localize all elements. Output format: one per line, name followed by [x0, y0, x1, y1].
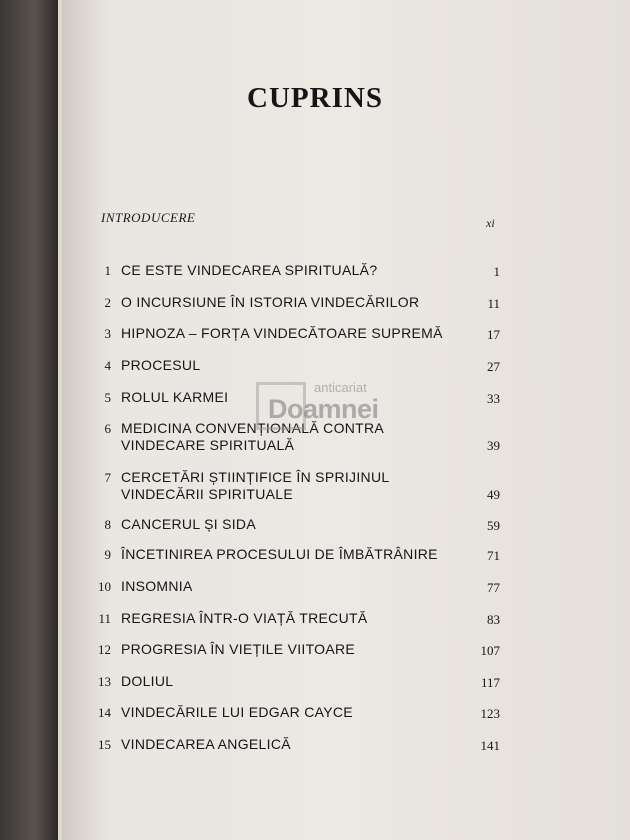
- toc-entry-number: 11: [98, 611, 111, 626]
- toc-entry: [95, 578, 515, 596]
- toc-entry-title: PROCESUL: [121, 357, 201, 373]
- toc-entry-number: 12: [98, 642, 111, 657]
- toc-entry-page: 77: [487, 580, 500, 595]
- toc-entry-page: 141: [480, 738, 500, 753]
- toc-entry: [95, 610, 515, 628]
- toc-entry-number: 3: [104, 326, 111, 341]
- toc-intro-page: xi: [486, 216, 495, 230]
- toc-entry: [95, 294, 515, 312]
- toc-entry-title: O INCURSIUNE ÎN ISTORIA VINDECĂRILOR: [121, 294, 420, 310]
- toc-entry-title: INSOMNIA: [121, 578, 193, 594]
- toc-entry-page: 39: [487, 438, 500, 453]
- page-title: CUPRINS: [247, 82, 383, 114]
- toc-entry-title: REGRESIA ÎNTR-O VIAȚĂ TRECUTĂ: [121, 610, 368, 626]
- toc-entry: [95, 469, 515, 505]
- toc-entry-title: CANCERUL ȘI SIDA: [121, 516, 256, 532]
- toc-entry: [95, 704, 515, 722]
- toc-entry: [95, 673, 515, 691]
- watermark-big-text: Doamnei: [268, 394, 379, 424]
- toc-entry: [95, 516, 515, 534]
- toc-entry-number: 14: [98, 705, 111, 720]
- toc-entry-number: 7: [104, 470, 111, 485]
- toc-entry-number: 15: [98, 737, 111, 752]
- book-spine: [0, 0, 58, 840]
- toc-entry-page: 27: [487, 359, 500, 374]
- toc-intro-label: INTRODUCERE: [101, 210, 196, 225]
- toc-entry-page: 1: [493, 264, 500, 279]
- toc-entry: [95, 641, 515, 659]
- toc-entry-page: 33: [487, 391, 500, 406]
- toc-entry-number: 1: [104, 263, 111, 278]
- toc-entry-number: 10: [98, 579, 111, 594]
- toc-entry-page: 49: [487, 487, 500, 502]
- toc-entry-title: VINDECAREA ANGELICĂ: [121, 736, 291, 752]
- toc-entry-title: DOLIUL: [121, 673, 174, 689]
- toc-entry-number: 13: [98, 674, 111, 689]
- toc-entry-number: 6: [104, 421, 111, 436]
- toc-entry: [95, 262, 515, 280]
- toc-entry-title: PROGRESIA ÎN VIEȚILE VIITOARE: [121, 641, 356, 657]
- toc-entry-title: CE ESTE VINDECAREA SPIRITUALĂ?: [121, 262, 378, 278]
- toc-entry-number: 8: [104, 517, 111, 532]
- toc-entry-title: MEDICINA CONVENȚIONALĂ CONTRA VINDECARE SPIRITUALĂ: [121, 420, 384, 453]
- toc-entry: [95, 357, 515, 375]
- toc-entry: [95, 546, 515, 564]
- toc-entry: [95, 736, 515, 754]
- toc-entry-page: 11: [487, 296, 500, 311]
- toc-entry-number: 5: [104, 390, 111, 405]
- toc-entry-page: 71: [487, 548, 500, 563]
- toc-entry-page: 107: [480, 643, 500, 658]
- toc-entry-page: 117: [480, 675, 500, 690]
- toc-entry-number: 9: [104, 547, 111, 562]
- toc-entry-number: 2: [104, 295, 111, 310]
- toc-entry-page: 83: [487, 612, 500, 627]
- toc-entry-page: 59: [487, 518, 500, 533]
- toc-entry-title: CERCETĂRI ȘTIINȚIFICE ÎN SPRIJINUL VINDECĂRII SPIRITUALE: [121, 469, 389, 502]
- toc-entry-page: 17: [487, 327, 500, 342]
- toc-entry-title: VINDECĂRILE LUI EDGAR CAYCE: [121, 704, 353, 720]
- toc-entry-number: 4: [104, 358, 111, 373]
- toc-entry-title: HIPNOZA – FORȚA VINDECĂTOARE SUPREMĂ: [121, 325, 443, 341]
- toc-entry-title: ÎNCETINIREA PROCESULUI DE ÎMBĂTRÂNIRE: [121, 546, 438, 562]
- toc-entry: [95, 325, 515, 343]
- watermark: [256, 382, 396, 452]
- watermark-small-text: anticariat: [314, 380, 367, 395]
- toc-entry-page: 123: [480, 706, 500, 721]
- toc-entry-title: ROLUL KARMEI: [121, 389, 229, 405]
